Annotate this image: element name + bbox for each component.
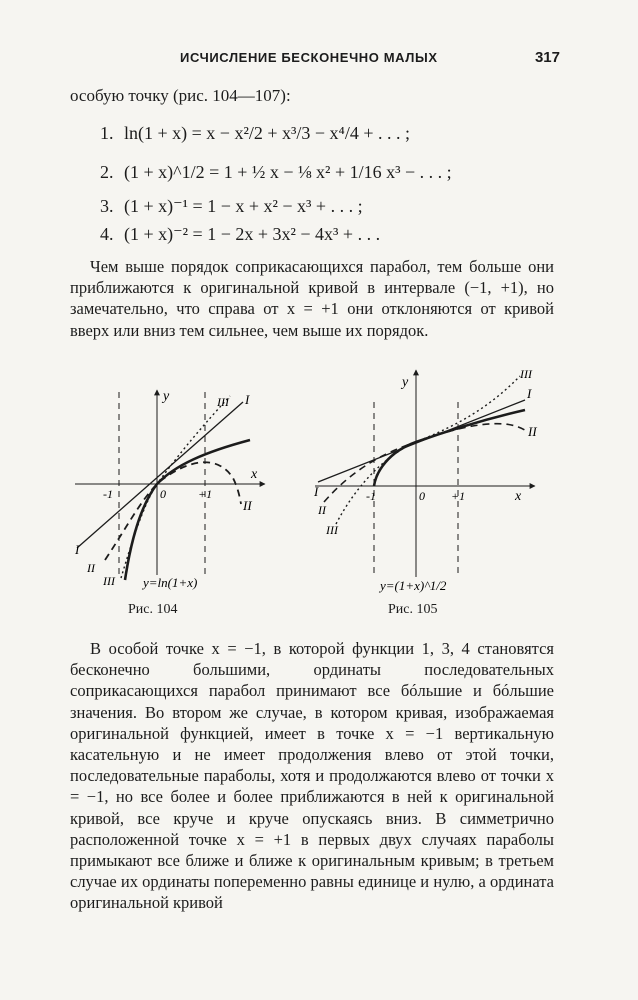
formula-4 [100, 220, 560, 248]
y-axis-label: y [402, 375, 409, 390]
figure-104-caption: Рис. 104 [128, 602, 178, 617]
series-formulas [100, 114, 560, 248]
tick-plus1: +1 [198, 487, 213, 501]
formula-number: 1. [100, 123, 114, 143]
formula-3 [100, 192, 560, 220]
formula-text: (1 + x)⁻¹ = 1 − x + x² − x³ + . . . ; [124, 196, 363, 216]
figure-105-formula: y=(1+x)^1/2 [380, 578, 447, 593]
label-II-right: II [243, 498, 252, 513]
label-I-right: I [527, 386, 532, 401]
curve-II [105, 462, 241, 560]
formula-text: (1 + x)^1/2 = 1 + ½ x − ⅛ x² + 1/16 x³ − . . . ; [124, 162, 452, 182]
label-III-top: III [217, 395, 229, 409]
figure-105-plot [310, 362, 545, 602]
label-I-bottom: I [75, 542, 80, 557]
figure-104 [65, 380, 280, 605]
formula-text: (1 + x)⁻² = 1 − 2x + 3x² − 4x³ + . . . [124, 224, 381, 244]
label-III-left: III [326, 523, 338, 537]
label-II-right: II [528, 424, 537, 439]
curve-III [336, 376, 520, 524]
x-axis-label: x [251, 467, 258, 482]
running-title: ИСЧИСЛЕНИЕ БЕСКОНЕЧНО МАЛЫХ [180, 50, 438, 65]
paragraph-2: В особой точке x = −1, в которой функции 1, 3, 4 становятся бесконечно большими, ординаты последовательных соприкасающихся парабол принимают все бóльшие и бóльшие значения. Во втором же случае, в котором кривая, изображаемая оригинальной функцией, имеет в точке x = −1 вертикальную касательную и не имеет продолжения влево от этой точки, последовательные параболы, хотя и продолжаются влево от точки x = −1, но все более и более приближаются в ней к оригинальной кривой, все круче и круче опускаясь вниз. В симметрично расположенной точке x = +1 в первых двух случаях параболы примыкают все ближе и ближе к оригинальным кривым; в третьем случае их ординаты попеременно равны единице и нулю, а ордината оригинальной кривой [70, 639, 554, 913]
curve-II [324, 424, 528, 502]
label-III-top: III [520, 367, 532, 381]
intro-line: особую точку (рис. 104—107): [70, 86, 291, 105]
formula-1 [100, 114, 560, 152]
tick-minus1: -1 [103, 487, 113, 501]
figure-104-plot [65, 380, 280, 605]
tick-minus1: -1 [366, 489, 376, 503]
figure-104-formula: y=ln(1+x) [143, 575, 198, 590]
tick-0: 0 [419, 489, 425, 503]
curve-original [374, 410, 525, 486]
figure-105 [310, 362, 545, 602]
x-axis-label: x [515, 489, 522, 504]
formula-number: 3. [100, 196, 114, 216]
paragraph-1: Чем выше порядок соприкасающихся парабол, тем больше они приближаются к оригинальной кривой в интервале (−1, +1), но замечательно, что справа от x = +1 они отклоняются от кривой вверх или вниз тем сильнее, чем выше их порядок. [70, 257, 554, 340]
label-III-bottom: III [103, 574, 115, 588]
formula-text: ln(1 + x) = x − x²/2 + x³/3 − x⁴/4 + . . . ; [124, 123, 410, 143]
formula-number: 4. [100, 224, 114, 244]
label-II-left: II [318, 503, 326, 517]
y-axis-label: y [163, 389, 170, 404]
figure-105-caption: Рис. 105 [388, 602, 438, 617]
formula-2 [100, 152, 560, 192]
label-I-top: I [245, 392, 250, 407]
curve-III [121, 396, 230, 578]
tick-plus1: +1 [451, 489, 466, 503]
formula-number: 2. [100, 162, 114, 182]
label-II-bottom: II [87, 561, 95, 575]
curve-I [77, 402, 243, 548]
tick-0: 0 [160, 487, 166, 501]
page-number: 317 [534, 49, 560, 66]
page-header [70, 50, 560, 72]
label-I-left: I [314, 484, 319, 499]
